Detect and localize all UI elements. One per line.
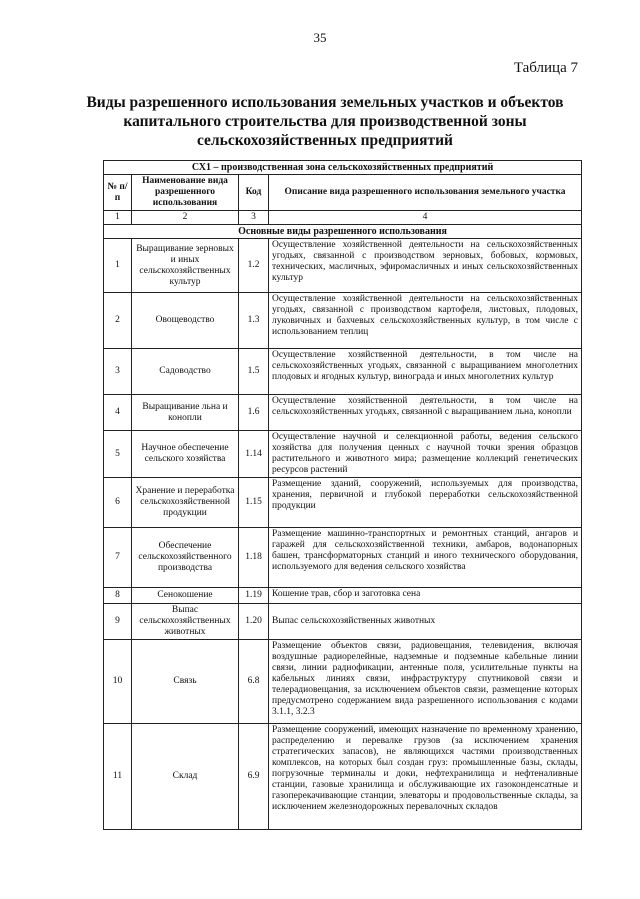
index-cell: 3 [239, 211, 269, 225]
title-line-3: сельскохозяйственных предприятий [196, 132, 453, 149]
index-row [104, 211, 582, 225]
title-line-2: капитального строительства для производственной зоны [123, 113, 527, 130]
row-name: Выращивание зерновых и иных сельскохозяйственных культур [132, 239, 239, 293]
row-desc: Осуществление научной и селекционной работы, ведения сельского хозяйства для получения ценных с научной точки зрения образцов растительного и животного мира; размещение коллекций генетических ресурсов растений [269, 431, 582, 478]
header-row [104, 175, 582, 211]
row-code: 1.3 [239, 293, 269, 349]
row-desc: Размещение сооружений, имеющих назначение по временному хранению, распределению и перевалке грузов (за исключением хранения стратегических запасов), не являющихся частями производственных комплексов, на которых был создан груз: промышленные базы, склады, погрузочные терминалы и доки, нефтехранилища и нефтеналивные станции, газовые хранилища и обслуживающие их газоконденсатные и газоперекачивающие станции, элеваторы и продовольственные склады, за исключением железнодорожных перевалочных складов [269, 724, 582, 830]
row-name: Хранение и переработка сельскохозяйственной продукции [132, 478, 239, 528]
zone-title: СХ1 – производственная зона сельскохозяйственных предприятий [104, 161, 582, 175]
section-row [104, 225, 582, 239]
row-name: Обеспечение сельскохозяйственного производства [132, 528, 239, 588]
row-name: Склад [132, 724, 239, 830]
row-num: 6 [104, 478, 132, 528]
row-desc: Осуществление хозяйственной деятельности на сельскохозяйственных угодьях, связанной с производством картофеля, листовых, плодовых, луковичных и бахчевых сельскохозяйственных культур, в том числе с использованием теплиц [269, 293, 582, 349]
header-desc: Описание вида разрешенного использования земельного участка [269, 175, 582, 211]
row-code: 1.5 [239, 349, 269, 395]
row-num: 4 [104, 395, 132, 431]
row-desc: Осуществление хозяйственной деятельности, в том числе на сельскохозяйственных угодьях, связанной с выращиванием многолетних плодовых и ягодных культур, винограда и иных многолетних культур [269, 349, 582, 395]
document-title [70, 93, 580, 150]
row-num: 2 [104, 293, 132, 349]
row-name: Сенокошение [132, 588, 239, 604]
header-name: Наименование вида разрешенного использования [132, 175, 239, 211]
row-name: Овощеводство [132, 293, 239, 349]
row-desc: Кошение трав, сбор и заготовка сена [269, 588, 582, 604]
row-code: 1.19 [239, 588, 269, 604]
land-use-table [103, 160, 582, 830]
header-num: № п/п [104, 175, 132, 211]
row-num: 5 [104, 431, 132, 478]
row-num: 8 [104, 588, 132, 604]
table-label: Таблица 7 [513, 60, 578, 76]
row-desc: Размещение объектов связи, радиовещания, телевидения, включая воздушные радиорелейные, надземные и подземные кабельные линии связи, линии радиофикации, антенные поля, усилительные пункты на кабельных линиях связи, инфраструктуру спутниковой связи и телерадиовещания, за исключением объектов связи, размещение которых предусмотрено содержанием вида разрешенного использования с кодами 3.1.1, 3.2.3 [269, 640, 582, 724]
table-row [104, 588, 582, 604]
row-desc: Выпас сельскохозяйственных животных [269, 604, 582, 640]
row-num: 1 [104, 239, 132, 293]
row-num: 3 [104, 349, 132, 395]
row-desc: Размещение машинно-транспортных и ремонтных станций, ангаров и гаражей для сельскохозяйственной техники, амбаров, водонапорных башен, трансформаторных станций и иного технического оборудования, используемого для ведения сельского хозяйства [269, 528, 582, 588]
table-row [104, 395, 582, 431]
row-code: 6.8 [239, 640, 269, 724]
row-name: Садоводство [132, 349, 239, 395]
table-row [104, 604, 582, 640]
row-name: Выращивание льна и конопли [132, 395, 239, 431]
table-row [104, 431, 582, 478]
row-code: 1.15 [239, 478, 269, 528]
title-line-1: Виды разрешенного использования земельных участков и объектов [86, 94, 564, 111]
row-desc: Размещение зданий, сооружений, используемых для производства, хранения, первичной и глубокой переработки сельскохозяйственной продукции [269, 478, 582, 528]
table-row [104, 239, 582, 293]
index-cell: 1 [104, 211, 132, 225]
row-code: 6.9 [239, 724, 269, 830]
table-row [104, 349, 582, 395]
index-cell: 4 [269, 211, 582, 225]
row-code: 1.14 [239, 431, 269, 478]
row-num: 11 [104, 724, 132, 830]
row-name: Связь [132, 640, 239, 724]
zone-title-row [104, 161, 582, 175]
row-code: 1.20 [239, 604, 269, 640]
row-name: Выпас сельскохозяйственных животных [132, 604, 239, 640]
table-row [104, 478, 582, 528]
row-code: 1.6 [239, 395, 269, 431]
row-num: 9 [104, 604, 132, 640]
table-row [104, 528, 582, 588]
row-code: 1.2 [239, 239, 269, 293]
header-code: Код [239, 175, 269, 211]
row-desc: Осуществление хозяйственной деятельности на сельскохозяйственных угодьях, связанной с производством зерновых, бобовых, кормовых, технических, масличных, эфиромасличных и иных сельскохозяйственных культур [269, 239, 582, 293]
index-cell: 2 [132, 211, 239, 225]
row-desc: Осуществление хозяйственной деятельности, в том числе на сельскохозяйственных угодьях, связанной с выращиванием льна, конопли [269, 395, 582, 431]
page-number: 35 [313, 30, 327, 45]
row-num: 10 [104, 640, 132, 724]
table-row [104, 724, 582, 830]
section-title: Основные виды разрешенного использования [104, 225, 582, 239]
row-num: 7 [104, 528, 132, 588]
row-name: Научное обеспечение сельского хозяйства [132, 431, 239, 478]
row-code: 1.18 [239, 528, 269, 588]
table-row [104, 293, 582, 349]
table-row [104, 640, 582, 724]
